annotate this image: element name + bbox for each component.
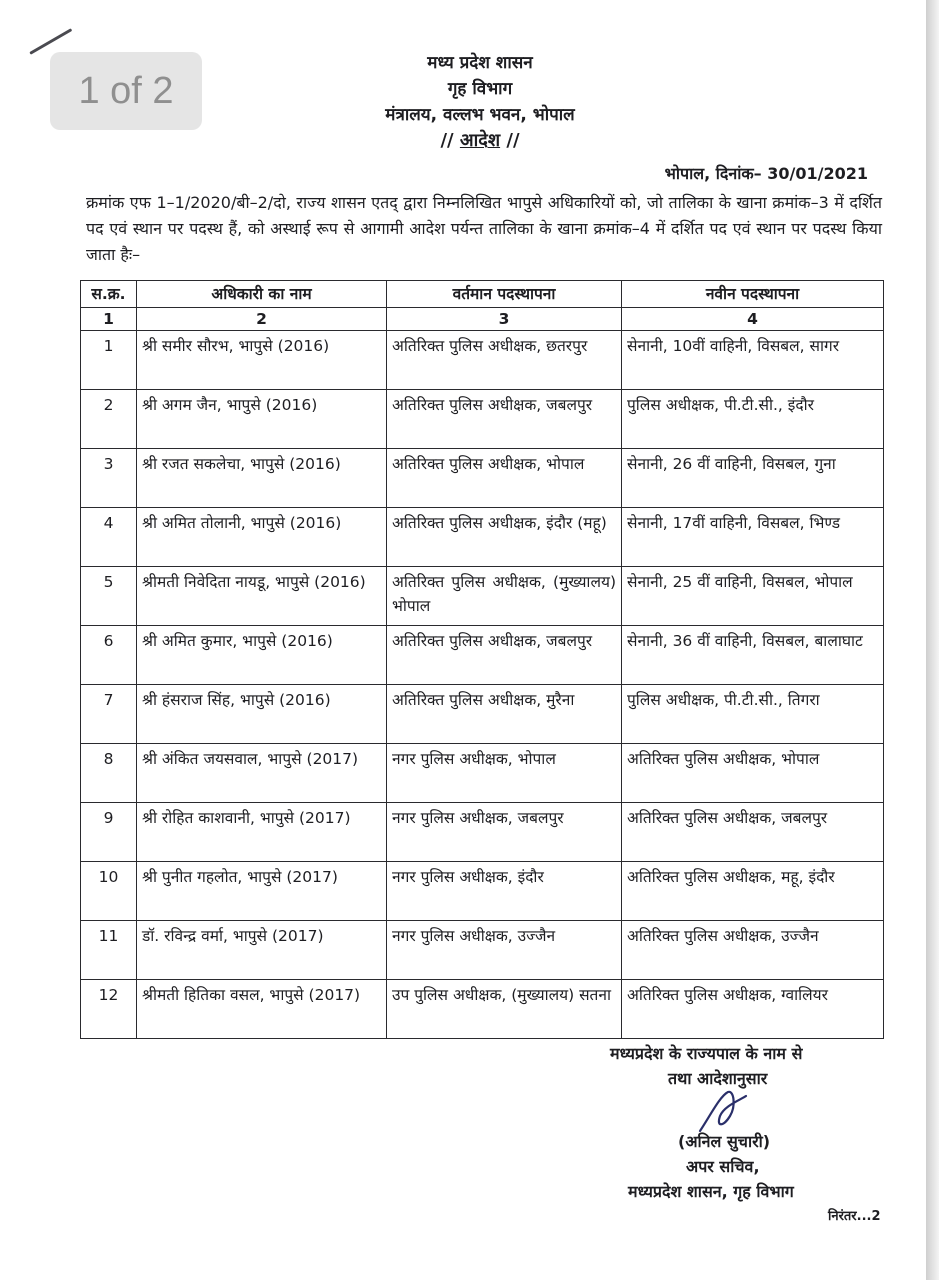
header-department: गृह विभाग <box>447 79 513 99</box>
serial-number-cell: 11 <box>81 921 137 980</box>
officer-name-cell: श्री रजत सकलेचा, भापुसे (2016) <box>137 449 387 508</box>
new-posting-cell: सेनानी, 10वीं वाहिनी, विसबल, सागर <box>622 331 884 390</box>
footer-order: तथा आदेशानुसार <box>668 1069 768 1088</box>
order-title-text: आदेश <box>459 130 501 151</box>
table-row <box>81 567 884 626</box>
current-posting-cell: अतिरिक्त पुलिस अधीक्षक, (मुख्यालय) भोपाल <box>387 567 622 626</box>
new-posting-cell: अतिरिक्त पुलिस अधीक्षक, ग्वालियर <box>622 980 884 1039</box>
table-row <box>81 803 884 862</box>
continued-note: निरंतर...2 <box>828 1209 881 1224</box>
header-current-posting: वर्तमान पदस्थापना <box>387 281 622 308</box>
table-row <box>81 449 884 508</box>
current-posting-cell: अतिरिक्त पुलिस अधीक्षक, छतरपुर <box>387 331 622 390</box>
officer-name-cell: श्री अमित तोलानी, भापुसे (2016) <box>137 508 387 567</box>
table-row <box>81 508 884 567</box>
officer-name-cell: श्रीमती निवेदिता नायडू, भापुसे (2016) <box>137 567 387 626</box>
date-line: भोपाल, दिनांक– 30/01/2021 <box>664 164 868 183</box>
table-row <box>81 331 884 390</box>
current-posting-cell: अतिरिक्त पुलिस अधीक्षक, मुरैना <box>387 685 622 744</box>
officer-name-cell: श्री अमित कुमार, भापुसे (2016) <box>137 626 387 685</box>
table-row <box>81 626 884 685</box>
current-posting-cell: अतिरिक्त पुलिस अधीक्षक, इंदौर (महू) <box>387 508 622 567</box>
table-row <box>81 744 884 803</box>
new-posting-cell: पुलिस अधीक्षक, पी.टी.सी., इंदौर <box>622 390 884 449</box>
order-prefix: // <box>440 130 454 151</box>
officer-name-cell: श्री रोहित काशवानी, भापुसे (2017) <box>137 803 387 862</box>
officer-name-cell: श्री अगम जैन, भापुसे (2016) <box>137 390 387 449</box>
officer-name-cell: श्री पुनीत गहलोत, भापुसे (2017) <box>137 862 387 921</box>
serial-number-cell: 9 <box>81 803 137 862</box>
page-edge <box>926 0 939 1280</box>
serial-number-cell: 10 <box>81 862 137 921</box>
page-indicator: 1 of 2 <box>50 52 202 130</box>
current-posting-cell: अतिरिक्त पुलिस अधीक्षक, भोपाल <box>387 449 622 508</box>
header-government: मध्य प्रदेश शासन <box>427 53 533 73</box>
current-posting-cell: नगर पुलिस अधीक्षक, इंदौर <box>387 862 622 921</box>
column-number: 1 <box>81 308 137 331</box>
serial-number-cell: 8 <box>81 744 137 803</box>
column-number: 3 <box>387 308 622 331</box>
intro-paragraph: क्रमांक एफ 1–1/2020/बी–2/दो, राज्य शासन एतद् द्वारा निम्नलिखित भापुसे अधिकारियों को, जो तालिका के खाना क्रमांक–3 में दर्शित पद एवं स्थान पर पदस्थ हैं, को अस्थाई रूप से आगामी आदेश पर्यन्त तालिका के खाना क्रमांक–4 में दर्शित पद एवं स्थान पर पदस्थ किया जाता हैः– <box>86 193 882 264</box>
new-posting-cell: अतिरिक्त पुलिस अधीक्षक, भोपाल <box>622 744 884 803</box>
table-row <box>81 390 884 449</box>
new-posting-cell: अतिरिक्त पुलिस अधीक्षक, महू, इंदौर <box>622 862 884 921</box>
serial-number-cell: 6 <box>81 626 137 685</box>
current-posting-cell: अतिरिक्त पुलिस अधीक्षक, जबलपुर <box>387 390 622 449</box>
column-number: 4 <box>622 308 884 331</box>
signatory-department: मध्यप्रदेश शासन, गृह विभाग <box>628 1182 794 1201</box>
header-sno: स.क्र. <box>81 281 137 308</box>
new-posting-cell: पुलिस अधीक्षक, पी.टी.सी., तिगरा <box>622 685 884 744</box>
signature-mark <box>690 1086 750 1136</box>
current-posting-cell: नगर पुलिस अधीक्षक, उज्जैन <box>387 921 622 980</box>
table-row <box>81 980 884 1039</box>
current-posting-cell: नगर पुलिस अधीक्षक, जबलपुर <box>387 803 622 862</box>
new-posting-cell: अतिरिक्त पुलिस अधीक्षक, उज्जैन <box>622 921 884 980</box>
serial-number-cell: 2 <box>81 390 137 449</box>
new-posting-cell: सेनानी, 17वीं वाहिनी, विसबल, भिण्ड <box>622 508 884 567</box>
current-posting-cell: अतिरिक्त पुलिस अधीक्षक, जबलपुर <box>387 626 622 685</box>
officer-name-cell: श्री समीर सौरभ, भापुसे (2016) <box>137 331 387 390</box>
order-suffix: // <box>506 130 520 151</box>
new-posting-cell: सेनानी, 26 वीं वाहिनी, विसबल, गुना <box>622 449 884 508</box>
table-row <box>81 921 884 980</box>
header-name: अधिकारी का नाम <box>137 281 387 308</box>
officer-name-cell: श्री हंसराज सिंह, भापुसे (2016) <box>137 685 387 744</box>
serial-number-cell: 4 <box>81 508 137 567</box>
serial-number-cell: 1 <box>81 331 137 390</box>
new-posting-cell: सेनानी, 36 वीं वाहिनी, विसबल, बालाघाट <box>622 626 884 685</box>
table-row <box>81 685 884 744</box>
posting-table <box>80 280 884 1039</box>
signatory-name: (अनिल सुचारी) <box>678 1132 771 1151</box>
order-title <box>230 128 730 154</box>
pen-mark <box>29 28 72 55</box>
serial-number-cell: 5 <box>81 567 137 626</box>
column-number-row <box>81 308 884 331</box>
officer-name-cell: श्री अंकित जयसवाल, भापुसे (2017) <box>137 744 387 803</box>
column-number: 2 <box>137 308 387 331</box>
current-posting-cell: उप पुलिस अधीक्षक, (मुख्यालय) सतना <box>387 980 622 1039</box>
serial-number-cell: 12 <box>81 980 137 1039</box>
header-new-posting: नवीन पदस्थापना <box>622 281 884 308</box>
serial-number-cell: 3 <box>81 449 137 508</box>
table-row <box>81 862 884 921</box>
header-address: मंत्रालय, वल्लभ भवन, भोपाल <box>385 105 575 125</box>
signatory-designation: अपर सचिव, <box>686 1157 760 1176</box>
officer-name-cell: श्रीमती हितिका वसल, भापुसे (2017) <box>137 980 387 1039</box>
footer-authority: मध्यप्रदेश के राज्यपाल के नाम से <box>610 1044 803 1063</box>
serial-number-cell: 7 <box>81 685 137 744</box>
officer-name-cell: डॉ. रविन्द्र वर्मा, भापुसे (2017) <box>137 921 387 980</box>
new-posting-cell: सेनानी, 25 वीं वाहिनी, विसबल, भोपाल <box>622 567 884 626</box>
table-header-row <box>81 281 884 308</box>
new-posting-cell: अतिरिक्त पुलिस अधीक्षक, जबलपुर <box>622 803 884 862</box>
current-posting-cell: नगर पुलिस अधीक्षक, भोपाल <box>387 744 622 803</box>
